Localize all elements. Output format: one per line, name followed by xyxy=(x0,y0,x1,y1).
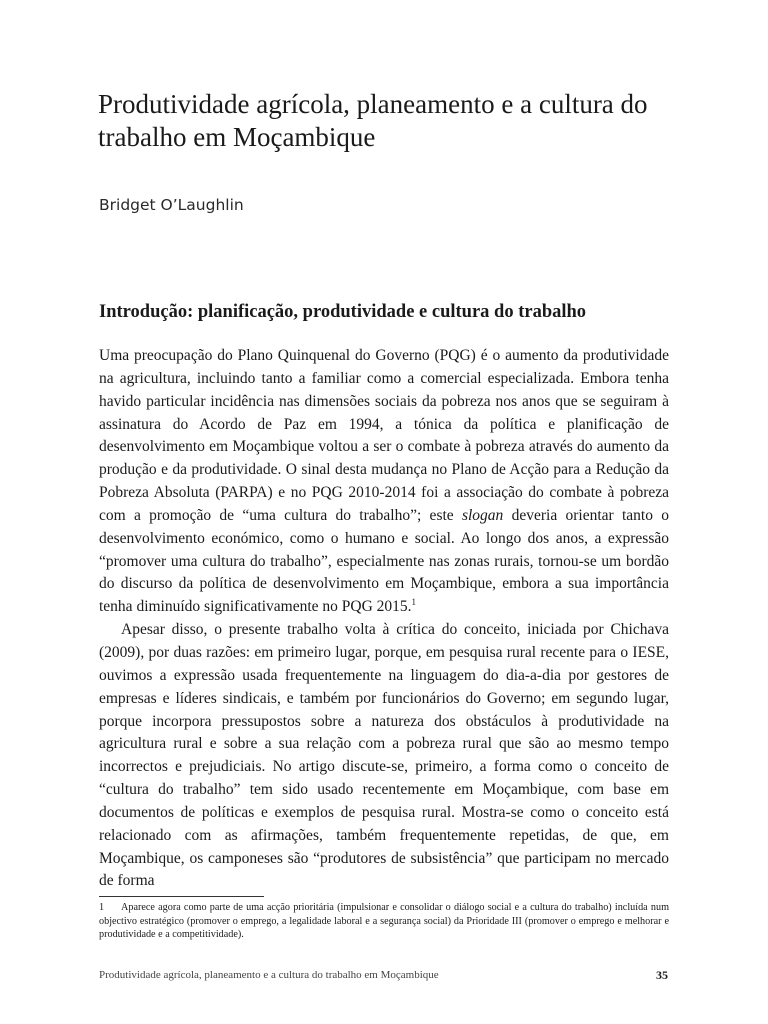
italic-term-slogan: slogan xyxy=(461,506,504,524)
running-footer: Produtividade agrícola, planeamento e a cultura do trabalho em Moçambique xyxy=(99,969,439,981)
page-number: 35 xyxy=(656,968,668,982)
paragraph-2: Apesar disso, o presente trabalho volta à crítica do conceito, iniciada por Chichava (2009), por duas razões: em primeiro lugar, porque, em pesquisa rural recente para o IESE, ouvimos a expressão usada frequentemente na linguagem do dia-a-dia por gestores de empresas e líderes sindicais, e também por funcionários do Governo; em segundo lugar, porque incorpora pressupostos sobre a natureza dos obstáculos à produtividade na agricultura rural e sobre a sua relação com a pobreza rural que são ao mesmo tempo incorrectos e prejudiciais. No artigo discute-se, primeiro, a forma como o conceito de “cultura do trabalho” tem sido usado recentemente em Moçambique, com base em documentos de políticas e exemplos de pesquisa rural. Mostra-se como o conceito está relacionado com as afirmações, também frequentemente repetidas, de que, em Moçambique, os camponeses são “produtores de subsistência” que participam no mercado de forma xyxy=(99,621,669,890)
footnote-number: 1 xyxy=(99,902,105,913)
footnote xyxy=(99,901,669,942)
article-author: Bridget O’Laughlin xyxy=(99,196,244,214)
section-heading: Introdução: planificação, produtividade e cultura do trabalho xyxy=(99,302,587,322)
body-text xyxy=(99,345,669,893)
footnote-reference[interactable]: 1 xyxy=(411,597,417,608)
paragraph-1-text-b: deveria orientar tanto o desenvolvimento económico, como o humano e social. Ao longo dos anos, a expressão “promover uma cultura do trabalho”, especialmente nas zonas rurais, tornou-se um bordão do discurso da política de desenvolvimento em Moçambique, embora a sua importância tenha diminuído significativamente no PQG 2015. xyxy=(99,506,670,616)
paragraph-1 xyxy=(99,345,669,619)
paragraph-1-text-a: Uma preocupação do Plano Quinquenal do Governo (PQG) é o aumento da produtividade na agricultura, incluindo tanto a familiar como a comercial especializada. Embora tenha havido particular incidência nas dimensões sociais da pobreza nos anos que se seguiram à assinatura do Acordo de Paz em 1994, a tónica da política e planificação de desenvolvimento em Moçambique voltou a ser o combate à pobreza através do aumento da produção e da produtividade. O sinal desta mudança no Plano de Acção para a Redução da Pobreza Absoluta (PARPA) e no PQG 2010-2014 foi a associação do combate à pobreza com a promoção de “uma cultura do trabalho”; este xyxy=(99,347,669,524)
footnote-text: Aparece agora como parte de uma acção prioritária (impulsionar e consolidar o diálogo social e a cultura do trabalho) incluída num objectivo estratégico (promover o emprego, a legalidade laboral e a segurança social) da Prioridade III (promover o emprego e melhorar e produtividade e a competitividade). xyxy=(99,902,669,940)
article-title: Produtividade agrícola, planeamento e a cultura do trabalho em Moçambique xyxy=(98,89,648,152)
footnote-divider xyxy=(99,896,264,897)
